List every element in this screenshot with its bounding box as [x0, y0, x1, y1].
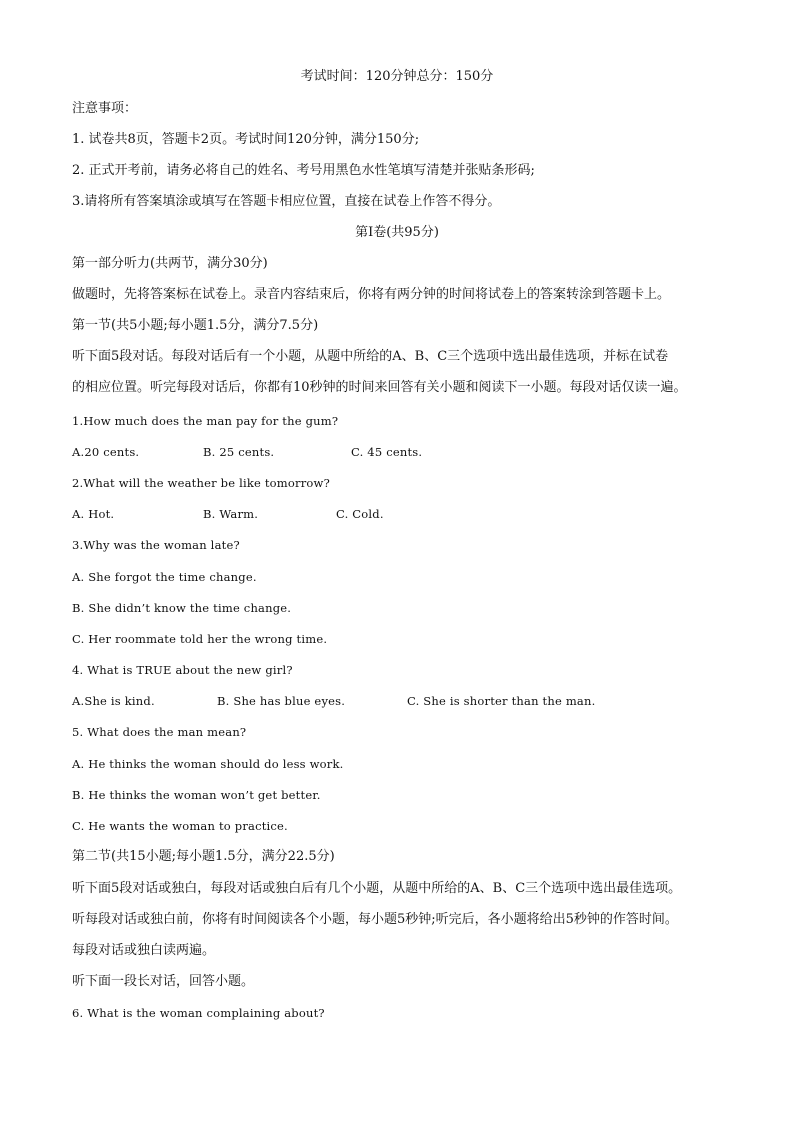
option: C. 45 cents. [351, 445, 423, 459]
option: B. Warm. [203, 507, 259, 521]
section2-instruction: 听下面5段对话或独白，每段对话或独白后有几个小题，从题中所给的A、B、C三个选项中选出最佳选项。 [72, 881, 682, 896]
sub-instruction: 听下面一段长对话，回答小题。 [72, 974, 255, 989]
option: C. She is shorter than the man. [407, 694, 596, 708]
volume-title: 第Ⅰ卷(共95分) [355, 225, 439, 240]
option: C. He wants the woman to practice. [72, 819, 288, 833]
notice-item: 1. 试卷共8页，答题卡2页。考试时间120分钟，满分150分; [72, 132, 420, 147]
section1-instruction: 的相应位置。听完每段对话后，你都有10秒钟的时间来回答有关小题和阅读下一小题。每段对话仅读一遍。 [72, 380, 687, 395]
option: B. 25 cents. [203, 445, 275, 459]
notice-item: 3.请将所有答案填涂或填写在答题卡相应位置，直接在试卷上作答不得分。 [72, 194, 501, 209]
option: A.20 cents. [72, 445, 140, 459]
section2-instruction: 每段对话或独白读两遍。 [72, 943, 216, 958]
part1-title: 第一部分听力(共两节，满分30分) [72, 256, 268, 271]
option: B. She didn’t know the time change. [72, 601, 292, 615]
option: A.She is kind. [72, 694, 155, 708]
section1-title: 第一节(共5小题;每小题1.5分，满分7.5分) [72, 318, 319, 333]
section2-title: 第二节(共15小题;每小题1.5分，满分22.5分) [72, 849, 335, 864]
question-5: 5. What does the man mean? [72, 725, 247, 739]
option: B. He thinks the woman won’t get better. [72, 788, 321, 802]
exam-header: 考试时间：120分钟总分：150分 [300, 69, 494, 84]
question-4: 4. What is TRUE about the new girl? [72, 663, 293, 677]
notice-item: 2. 正式开考前，请务必将自己的姓名、考号用黑色水性笔填写清楚并张贴条形码; [72, 163, 535, 178]
option: A. She forgot the time change. [72, 570, 257, 584]
section1-instruction: 听下面5段对话。每段对话后有一个小题，从题中所给的A、B、C三个选项中选出最佳选项，并标在试卷 [72, 349, 669, 364]
section2-instruction: 听每段对话或独白前，你将有时间阅读各个小题，每小题5秒钟;听完后，各小题将给出5秒钟的作答时间。 [72, 912, 678, 927]
question-2: 2.What will the weather be like tomorrow? [72, 476, 330, 490]
option: A. He thinks the woman should do less work. [72, 757, 344, 771]
option: B. She has blue eyes. [217, 694, 346, 708]
option: C. Cold. [336, 507, 384, 521]
notice-title: 注意事项： [72, 101, 138, 116]
question-1: 1.How much does the man pay for the gum? [72, 414, 339, 428]
option: A. Hot. [72, 507, 115, 521]
part1-instruction: 做题时，先将答案标在试卷上。录音内容结束后，你将有两分钟的时间将试卷上的答案转涂到答题卡上。 [72, 287, 671, 302]
question-3: 3.Why was the woman late? [72, 538, 240, 552]
question-6: 6. What is the woman complaining about? [72, 1006, 325, 1020]
option: C. Her roommate told her the wrong time. [72, 632, 328, 646]
